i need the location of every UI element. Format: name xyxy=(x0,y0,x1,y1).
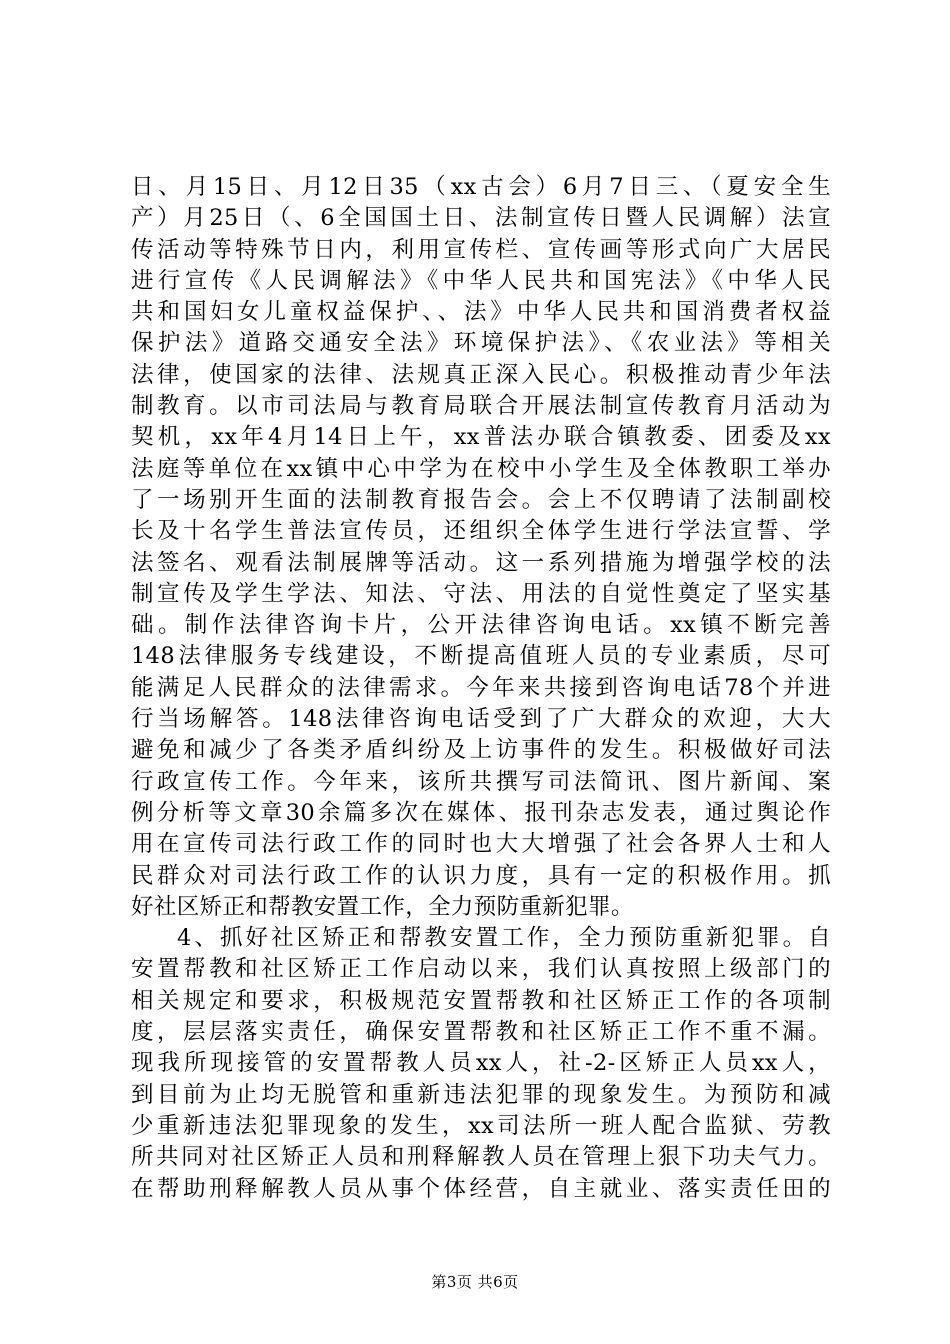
text-line-1: 日、月15日、月12日35（xx古会）6月7日三、（夏安全生 xyxy=(131,174,831,200)
text-line-32: 所共同对社区矫正人员和刑释解教人员在管理上狠下功夫气力。 xyxy=(131,1144,831,1171)
text-line-13: 法签名、观看法制展牌等活动。这一系列措施为增强学校的法 xyxy=(131,549,831,576)
text-line-21: 例分析等文章30余篇多次在媒体、报刊杂志发表，通过舆论作 xyxy=(131,799,831,826)
text-line-31: 少重新违法犯罪现象的发生，xx司法所一班人配合监狱、劳教 xyxy=(131,1112,831,1139)
text-line-3: 传活动等特殊节日内，利用宣传栏、宣传画等形式向广大居民 xyxy=(131,236,831,263)
text-line-7: 法律，使国家的法律、法规真正深入民心。积极推动青少年法 xyxy=(131,361,831,388)
text-line-2: 产）月25日（、6全国国土日、法制宣传日暨人民调解）法宣 xyxy=(131,205,831,232)
text-line-20: 行政宣传工作。今年来，该所共撰写司法简讯、图片新闻、案 xyxy=(131,768,831,795)
text-line-6: 保护法》道路交通安全法》环境保护法》、《农业法》等相关 xyxy=(131,330,831,357)
text-line-4: 进行宣传《人民调解法》《中华人民共和国宪法》《中华人民 xyxy=(131,267,831,294)
text-line-29: 现我所现接管的安置帮教人员xx人，社-2-区矫正人员xx人， xyxy=(131,1050,831,1077)
body-text xyxy=(131,172,831,1205)
text-line-11: 了一场别开生面的法制教育报告会。会上不仅聘请了法制副校 xyxy=(131,486,831,513)
text-line-15: 础。制作法律咨询卡片，公开法律咨询电话。xx镇不断完善 xyxy=(131,612,831,639)
page-number-footer: 第3页 共6页 xyxy=(431,1273,519,1291)
text-line-24: 好社区矫正和帮教安置工作，全力预防重新犯罪。 xyxy=(131,893,634,920)
text-line-18: 行当场解答。148法律咨询电话受到了广大群众的欢迎，大大 xyxy=(131,706,831,733)
text-line-8: 制教育。以市司法局与教育局联合开展法制宣传教育月活动为 xyxy=(131,393,831,420)
text-line-33: 在帮助刑释解教人员从事个体经营，自主就业、落实责任田的 xyxy=(131,1175,831,1202)
text-line-19: 避免和减少了各类矛盾纠纷及上访事件的发生。积极做好司法 xyxy=(131,737,831,764)
text-line-22: 用在宣传司法行政工作的同时也大大增强了社会各界人士和人 xyxy=(131,831,831,858)
text-line-9: 契机，xx年4月14日上午，xx普法办联合镇教委、团委及xx xyxy=(131,424,831,451)
text-line-10: 法庭等单位在xx镇中心中学为在校中小学生及全体教职工举办 xyxy=(131,455,831,482)
text-line-25: 4、抓好社区矫正和帮教安置工作，全力预防重新犯罪。自 xyxy=(177,925,831,952)
text-line-16: 148法律服务专线建设，不断提高值班人员的专业素质，尽可 xyxy=(131,643,831,670)
text-line-23: 民群众对司法行政工作的认识力度，具有一定的积极作用。抓 xyxy=(131,862,831,889)
text-line-27: 相关规定和要求，积极规范安置帮教和社区矫正工作的各项制 xyxy=(131,987,831,1014)
text-line-30: 到目前为止均无脱管和重新违法犯罪的现象发生。为预防和减 xyxy=(131,1081,831,1108)
text-line-14: 制宣传及学生学法、知法、守法、用法的自觉性奠定了坚实基 xyxy=(131,580,831,607)
text-line-28: 度，层层落实责任，确保安置帮教和社区矫正工作不重不漏。 xyxy=(131,1019,831,1046)
text-line-17: 能满足人民群众的法律需求。今年来共接到咨询电话78个并进 xyxy=(131,674,831,701)
text-line-12: 长及十名学生普法宣传员，还组织全体学生进行学法宣誓、学 xyxy=(131,518,831,545)
text-line-26: 安置帮教和社区矫正工作启动以来，我们认真按照上级部门的 xyxy=(131,956,831,983)
text-line-5: 共和国妇女儿童权益保护、、法》中华人民共和国消费者权益 xyxy=(131,299,831,326)
